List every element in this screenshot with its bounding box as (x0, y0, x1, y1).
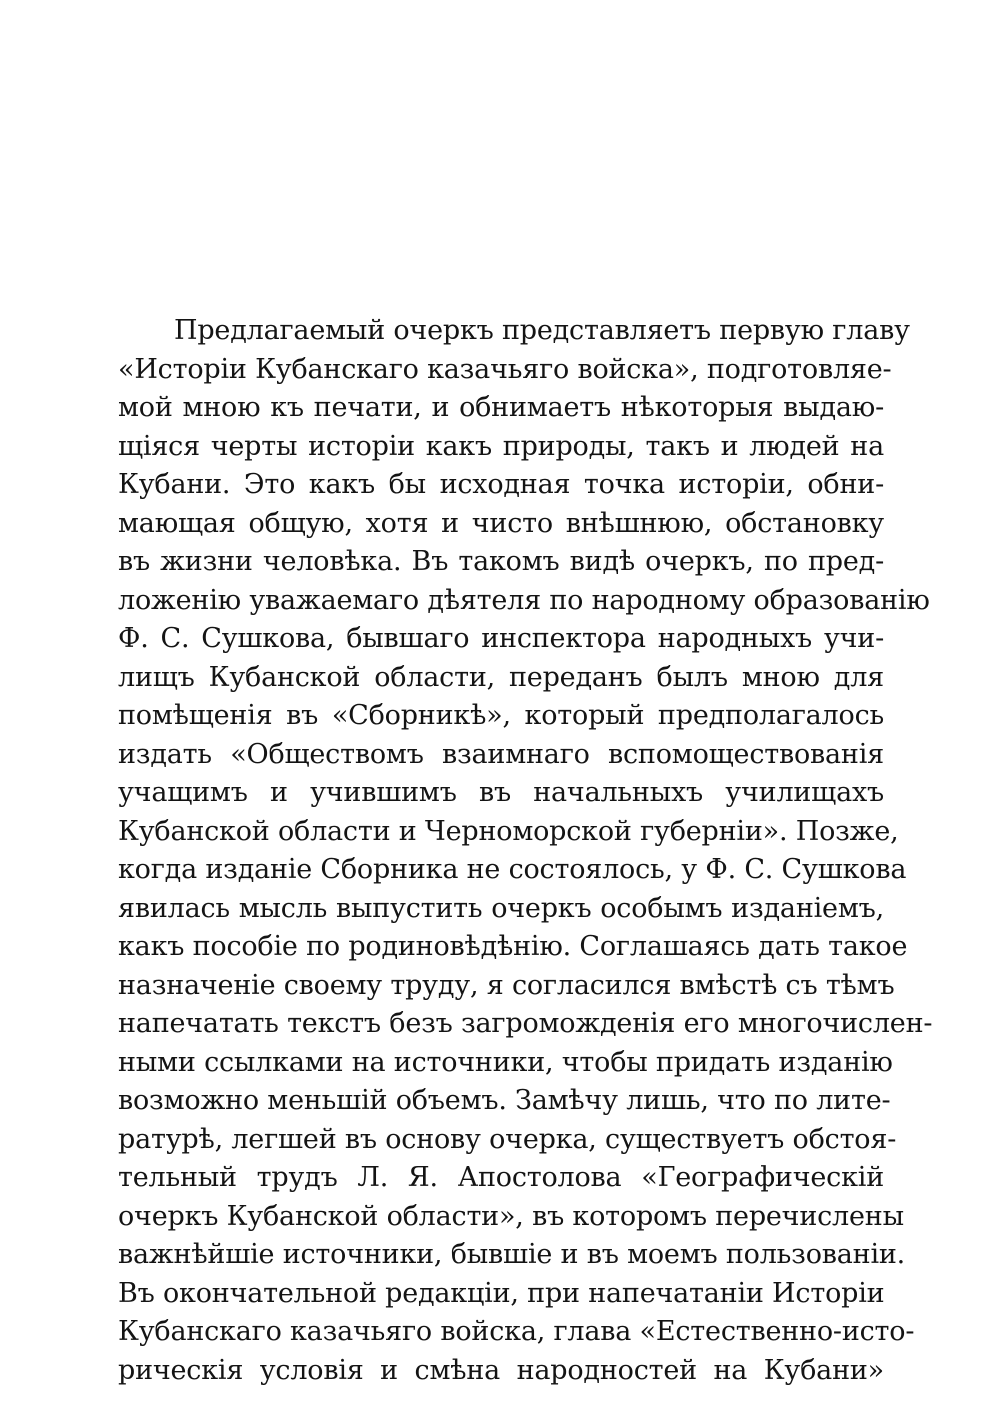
text-line: очеркъ Кубанской области», въ которомъ перечислены (118, 1200, 904, 1232)
text-line: рическія условія и смѣна народностей на Кубани» (118, 1354, 884, 1386)
text-line: «Исторіи Кубанскаго казачьяго войска», подготовляе- (118, 353, 892, 385)
text-line: когда изданіе Сборника не состоялось, у Ф. С. Сушкова (118, 854, 907, 885)
text-line: какъ пособіе по родиновѣдѣнію. Соглашаясь дать такое (118, 931, 908, 962)
text-line: мающая общую, хотя и чисто внѣшнюю, обстановку (118, 507, 884, 539)
text-line: тельный трудъ Л. Я. Апостолова «Географическій (118, 1162, 884, 1193)
body-paragraph (118, 312, 933, 1390)
text-line: ложенію уважаемаго дѣятеля по народному образованію (118, 584, 930, 616)
text-line: Предлагаемый очеркъ представляетъ первую главу (174, 315, 910, 346)
text-line: лищъ Кубанской области, переданъ былъ мною для (118, 661, 884, 693)
text-line: щіяся черты исторіи какъ природы, такъ и людей на (118, 430, 884, 462)
text-line: назначеніе своему труду, я согласился вмѣстѣ съ тѣмъ (118, 969, 895, 1001)
text-line: важнѣйшіе источники, бывшіе и въ моемъ пользованіи. (118, 1239, 906, 1270)
text-line: Ф. С. Сушкова, бывшаго инспектора народныхъ учи- (118, 623, 884, 654)
text-line: въ жизни человѣка. Въ такомъ видѣ очеркъ, по пред- (118, 546, 884, 577)
text-line: возможно меньшій объемъ. Замѣчу лишь, что по лите- (118, 1085, 891, 1116)
text-line: напечатать текстъ безъ загроможденія его многочислен- (118, 1008, 933, 1039)
text-line: Кубани. Это какъ бы исходная точка исторіи, обни- (118, 469, 884, 500)
text-line: Кубанскаго казачьяго войска, глава «Естественно-исто- (118, 1316, 915, 1347)
text-line: издать «Обществомъ взаимнаго вспомоществованія (118, 738, 884, 770)
text-line: мой мною къ печати, и обнимаетъ нѣкоторыя выдаю- (118, 392, 884, 423)
text-line: ратурѣ, легшей въ основу очерка, существуетъ обстоя- (118, 1123, 897, 1155)
text-line: Кубанской области и Черноморской губерніи». Позже, (118, 815, 899, 847)
text-line: учащимъ и учившимъ въ начальныхъ училищахъ (118, 777, 884, 808)
text-line: помѣщенія въ «Сборникѣ», который предполагалось (118, 700, 884, 731)
text-line: ными ссылками на источники, чтобы придать изданію (118, 1046, 893, 1078)
text-line: явилась мысль выпустить очеркъ особымъ изданіемъ, (118, 892, 884, 924)
text-line: Въ окончательной редакціи, при напечатаніи Исторіи (118, 1277, 885, 1309)
